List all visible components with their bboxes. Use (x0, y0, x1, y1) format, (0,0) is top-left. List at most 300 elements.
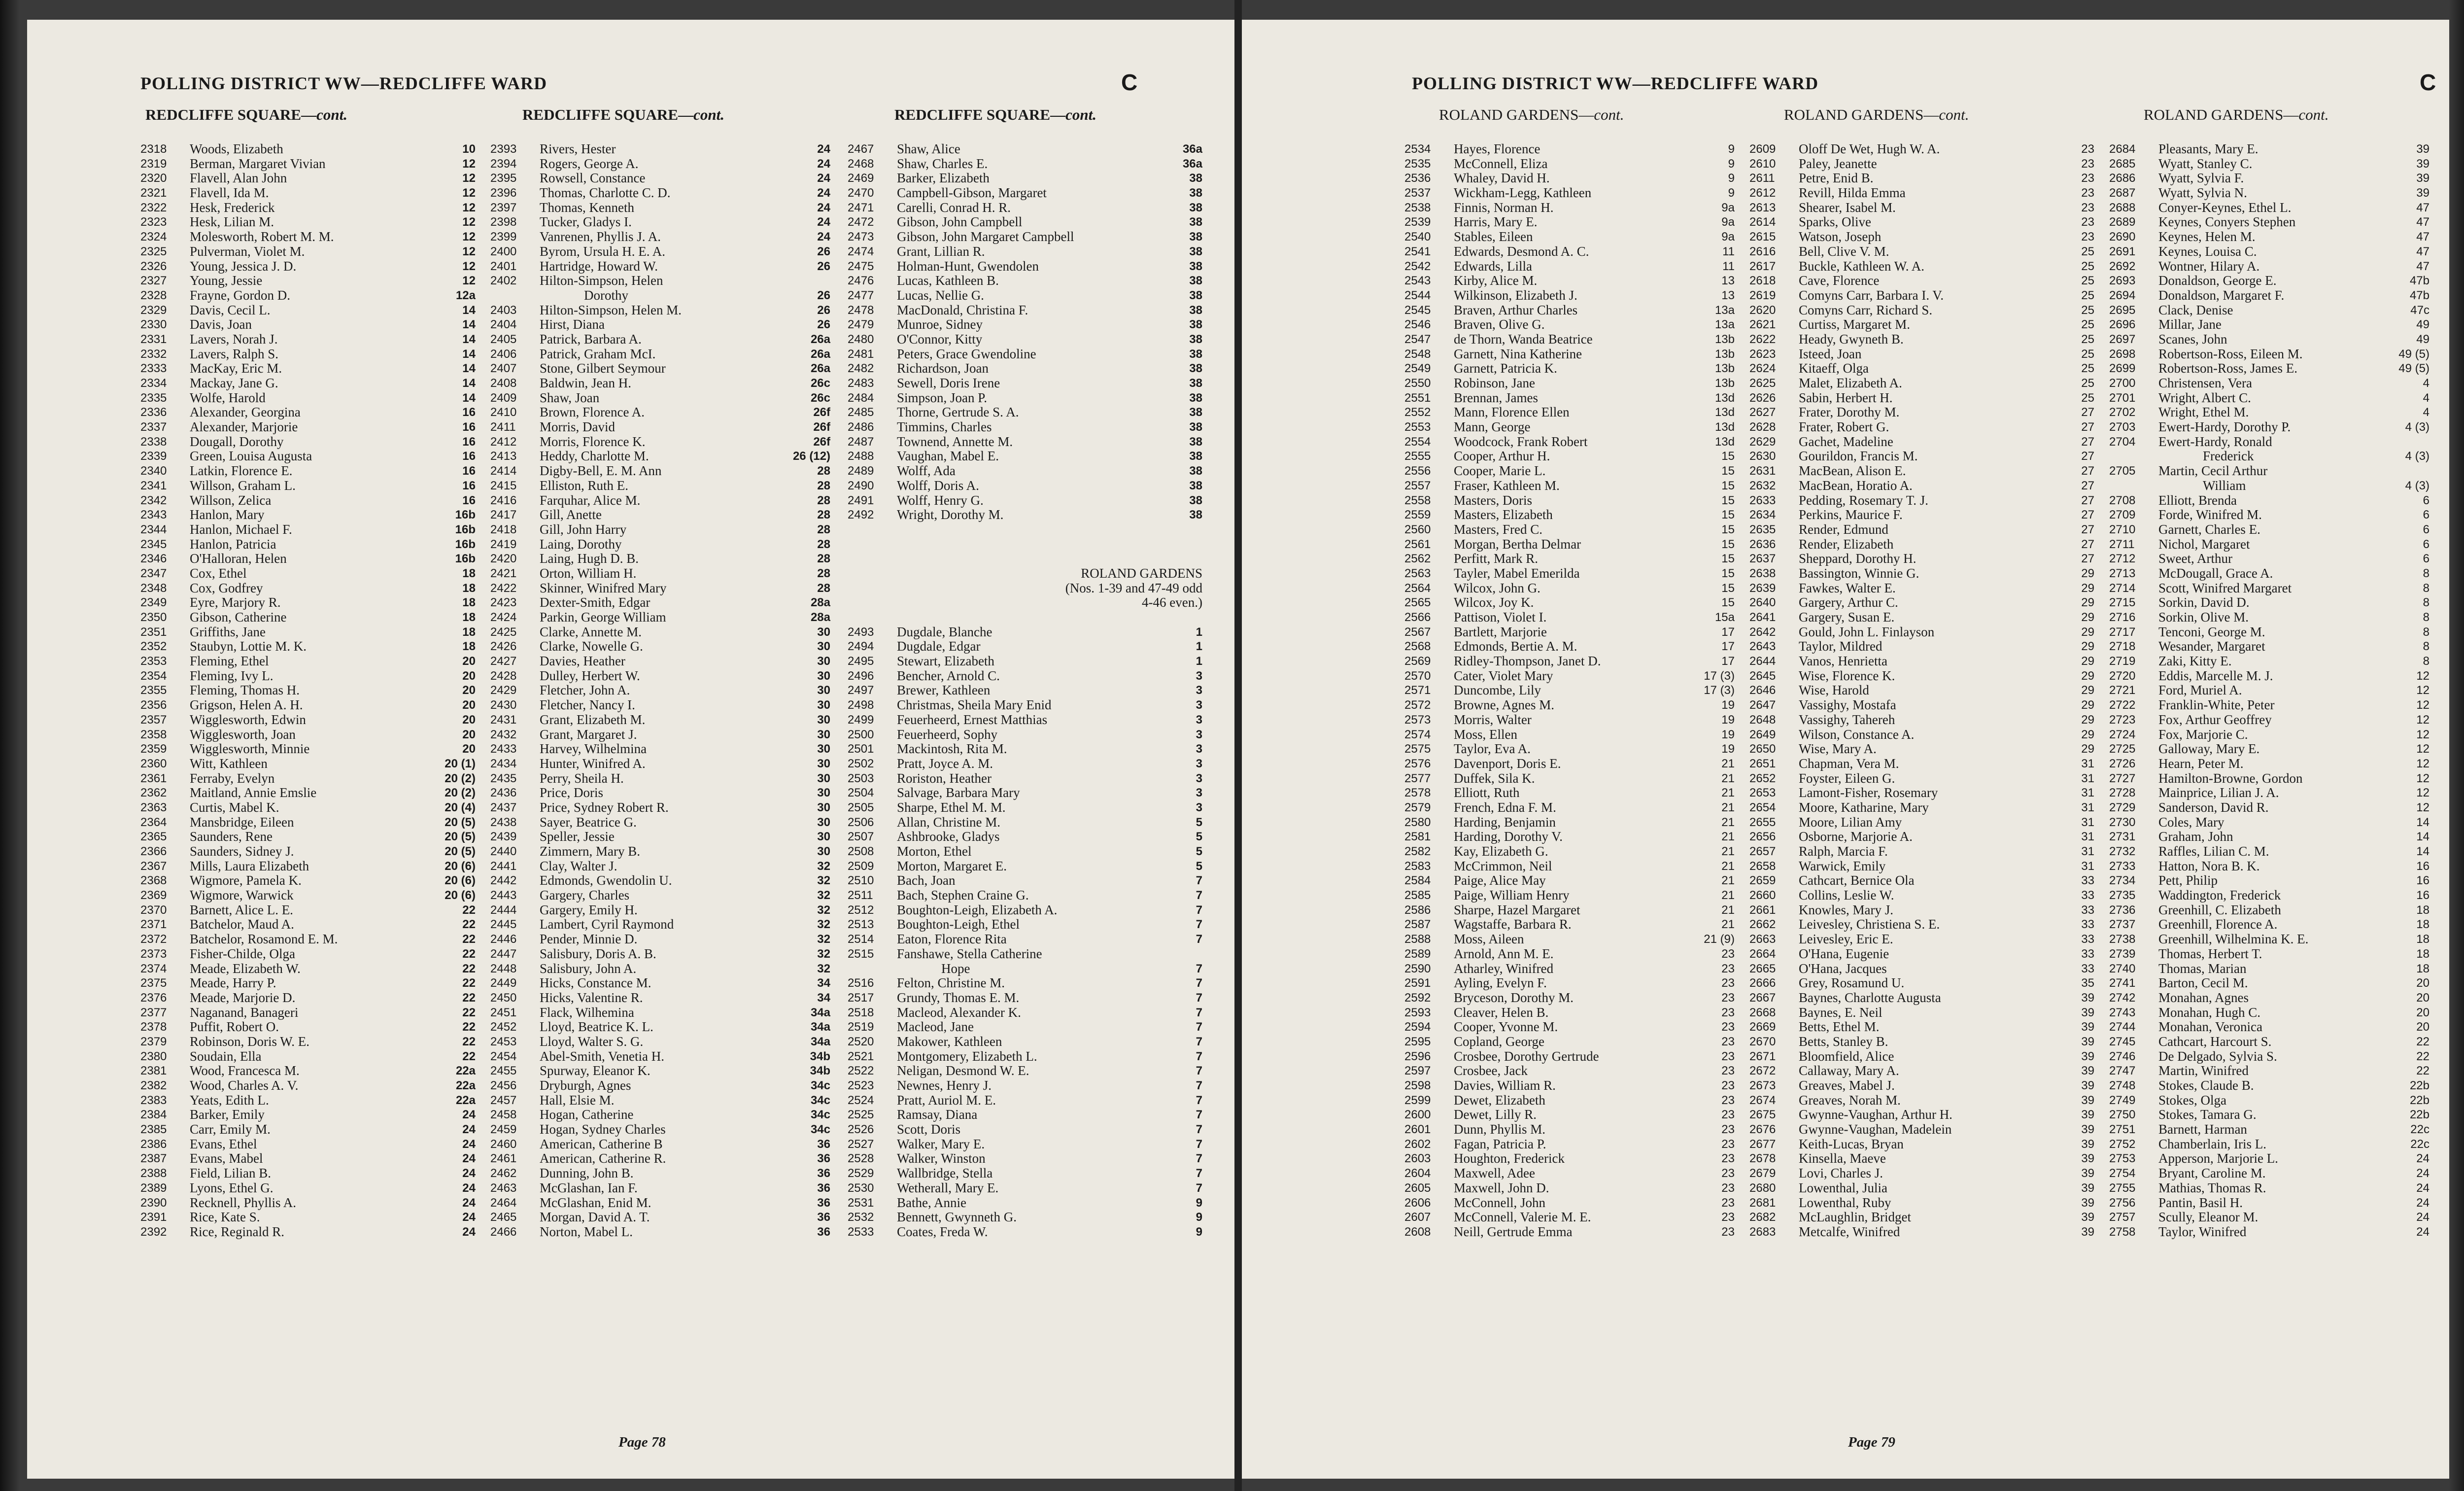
elector-name: Wickham-Legg, Kathleen (1454, 185, 1592, 201)
elector-name: Robertson-Ross, Eileen M. (2158, 346, 2303, 361)
elector-entry (1404, 595, 1735, 610)
elector-name: Gargery, Charles (540, 888, 630, 903)
elector-number: 2356 (140, 698, 167, 712)
elector-number: 2333 (140, 362, 167, 376)
elector-name: Cave, Florence (1799, 273, 1880, 288)
elector-entry (1404, 1181, 1735, 1196)
house-number: 30 (817, 815, 830, 829)
house-number: 33 (2081, 874, 2094, 888)
elector-column (490, 142, 830, 1240)
elector-number: 2445 (490, 918, 517, 932)
house-number: 30 (817, 800, 830, 814)
elector-name: Rice, Reginald R. (190, 1224, 284, 1239)
elector-name: Robinson, Jane (1454, 376, 1535, 390)
elector-entry (848, 888, 1202, 903)
elector-name: Tenconi, George M. (2158, 624, 2265, 639)
house-number: 49 (2416, 318, 2430, 332)
elector-name: O'Connor, Kitty (897, 331, 983, 347)
house-number: 21 (1721, 757, 1735, 770)
house-number: 33 (2081, 962, 2094, 975)
elector-name: Wilson, Constance A. (1799, 727, 1915, 742)
house-number: 47c (2410, 303, 2430, 317)
elector-entry (1749, 1078, 2094, 1093)
elector-entry (2109, 244, 2430, 259)
elector-number: 2532 (848, 1211, 874, 1224)
elector-name: Frater, Dorothy M. (1799, 405, 1900, 420)
elector-number: 2666 (1749, 976, 1776, 990)
elector-number: 2573 (1404, 713, 1431, 727)
house-number: 23 (1721, 1006, 1735, 1019)
elector-number: 2732 (2109, 845, 2136, 858)
elector-number: 2579 (1404, 800, 1431, 814)
elector-name: Masters, Doris (1454, 492, 1532, 508)
elector-name: Lucas, Nellie G. (897, 287, 984, 303)
elector-number: 2698 (2109, 347, 2136, 361)
house-number: 22c (2410, 1137, 2430, 1151)
elector-number: 2476 (848, 274, 874, 288)
house-number: 33 (2081, 889, 2094, 902)
elector-entry (490, 449, 830, 464)
elector-entry (140, 1225, 476, 1240)
house-number: 38 (1189, 406, 1202, 419)
elector-entry (2109, 859, 2430, 874)
elector-entry (140, 522, 476, 537)
house-number: 19 (1721, 728, 1735, 741)
house-number: 8 (2423, 655, 2430, 668)
elector-entry (1749, 917, 2094, 932)
elector-entry (490, 683, 830, 698)
elector-name: Hirst, Diana (540, 317, 605, 332)
house-number: 25 (2081, 318, 2094, 332)
elector-number: 2569 (1404, 655, 1431, 668)
house-number: 12 (462, 244, 476, 258)
house-number: 20 (462, 742, 476, 756)
house-number: 18 (462, 596, 476, 610)
elector-name: Meade, Harry P. (190, 975, 276, 991)
elector-name: Lloyd, Walter S. G. (540, 1034, 644, 1049)
elector-entry (1749, 230, 2094, 244)
house-number: 26 (12) (792, 450, 830, 463)
elector-entry (490, 332, 830, 347)
house-number: 32 (817, 889, 830, 902)
elector-number: 2720 (2109, 669, 2136, 683)
house-number: 3 (1196, 684, 1202, 697)
house-number: 15 (1721, 479, 1735, 492)
house-number: 38 (1189, 186, 1202, 200)
house-number: 23 (1721, 1137, 1735, 1151)
elector-number: 2560 (1404, 522, 1431, 536)
elector-number: 2458 (490, 1108, 517, 1122)
house-number: 18 (462, 566, 476, 580)
house-number: 22 (462, 947, 476, 961)
house-number: 25 (2081, 288, 2094, 302)
elector-number: 2425 (490, 625, 517, 639)
elector-entry (1749, 800, 2094, 815)
elector-name: Laing, Hugh D. B. (540, 551, 639, 566)
elector-number: 2335 (140, 391, 167, 405)
elector-entry (490, 1210, 830, 1225)
house-number: 22 (2416, 1064, 2430, 1078)
elector-entry (140, 639, 476, 654)
elector-entry (1404, 391, 1735, 406)
house-number: 26f (813, 435, 830, 449)
house-number: 35 (2081, 976, 2094, 990)
elector-entry (490, 859, 830, 874)
elector-name: Montgomery, Elizabeth L. (897, 1048, 1037, 1064)
elector-name: Keynes, Louisa C. (2158, 243, 2257, 259)
house-number: 12 (2416, 669, 2430, 683)
elector-entry (140, 962, 476, 976)
elector-name: Vassighy, Tahereh (1799, 712, 1895, 727)
elector-entry (848, 1181, 1202, 1196)
elector-number: 2606 (1404, 1196, 1431, 1210)
elector-name: Byrom, Ursula H. E. A. (540, 243, 665, 259)
elector-number: 2324 (140, 230, 167, 244)
elector-name: Wontner, Hilary A. (2158, 258, 2260, 274)
elector-entry (1404, 581, 1735, 596)
elector-entry (1404, 493, 1735, 508)
house-number: 23 (2081, 215, 2094, 229)
house-number: 38 (1189, 362, 1202, 376)
elector-name: Comyns Carr, Richard S. (1799, 302, 1933, 317)
house-number: 49 (5) (2398, 347, 2430, 361)
elector-name: Ferraby, Evelyn (190, 770, 275, 786)
elector-number: 2497 (848, 684, 874, 697)
elector-number: 2374 (140, 962, 167, 975)
elector-number: 2656 (1749, 830, 1776, 844)
elector-entry (140, 683, 476, 698)
column-heading (1784, 106, 1969, 124)
elector-name: Morris, Walter (1454, 712, 1532, 727)
elector-number: 2563 (1404, 566, 1431, 580)
elector-name: Gargery, Susan E. (1799, 610, 1895, 624)
elector-number: 2479 (848, 318, 874, 332)
elector-entry (848, 728, 1202, 742)
elector-number: 2380 (140, 1049, 167, 1063)
elector-number: 2567 (1404, 625, 1431, 639)
elector-name: Berman, Margaret Vivian (190, 156, 326, 171)
house-number: 32 (817, 933, 830, 946)
elector-entry (140, 1035, 476, 1049)
elector-name: Foyster, Eileen G. (1799, 770, 1895, 786)
house-number: 22 (462, 1035, 476, 1048)
elector-entry (2109, 449, 2430, 464)
elector-number: 2465 (490, 1211, 517, 1224)
elector-name: Bloomfield, Alice (1799, 1048, 1894, 1064)
elector-name: Warwick, Emily (1799, 858, 1886, 873)
elector-number: 2622 (1749, 332, 1776, 346)
elector-name: Scott, Doris (897, 1122, 961, 1137)
elector-number: 2322 (140, 201, 167, 214)
house-number: 29 (2081, 698, 2094, 712)
elector-number: 2462 (490, 1167, 517, 1180)
elector-entry (1749, 1151, 2094, 1166)
house-number: 27 (2081, 493, 2094, 507)
elector-entry (1749, 698, 2094, 713)
elector-name: Revill, Hilda Emma (1799, 185, 1906, 201)
elector-name: Davies, Heather (540, 654, 625, 669)
elector-number: 2453 (490, 1035, 517, 1048)
elector-entry (1404, 1006, 1735, 1020)
house-number: 24 (817, 142, 830, 156)
elector-number: 2723 (2109, 713, 2136, 727)
elector-name: Houghton, Frederick (1454, 1151, 1565, 1166)
elector-number: 2392 (140, 1225, 167, 1239)
elector-entry (1749, 991, 2094, 1006)
elector-number: 2562 (1404, 552, 1431, 566)
elector-name: Millar, Jane (2158, 317, 2222, 332)
elector-entry (2109, 508, 2430, 522)
elector-entry (2109, 186, 2430, 201)
elector-name: Neligan, Desmond W. E. (897, 1063, 1029, 1078)
elector-name: Braven, Olive G. (1454, 317, 1545, 332)
elector-name: Elliott, Ruth (1454, 785, 1520, 800)
elector-entry (2109, 479, 2430, 493)
elector-number: 2700 (2109, 377, 2136, 390)
house-number: 39 (2416, 157, 2430, 171)
house-number: 16 (462, 464, 476, 478)
elector-entry (490, 625, 830, 640)
elector-name: Christmas, Sheila Mary Enid (897, 697, 1052, 713)
elector-name: Davies, William R. (1454, 1078, 1556, 1093)
elector-number: 2371 (140, 918, 167, 932)
elector-entry (848, 873, 1202, 888)
elector-name: Edmonds, Gwendolin U. (540, 873, 672, 888)
house-number: 7 (1196, 1020, 1202, 1034)
house-number: 4 (3) (2405, 479, 2430, 492)
house-number: 15 (1721, 522, 1735, 536)
elector-name: Christensen, Vera (2158, 376, 2252, 390)
elector-number: 2704 (2109, 435, 2136, 449)
house-number: 47 (2416, 230, 2430, 244)
elector-name: Leivesley, Christiena S. E. (1799, 917, 1940, 932)
elector-name: Wilcox, Joy K. (1454, 595, 1534, 610)
elector-entry (1749, 1181, 2094, 1196)
elector-name: Harvey, Wilhelmina (540, 741, 647, 757)
elector-number: 2443 (490, 889, 517, 902)
elector-number: 2694 (2109, 288, 2136, 302)
house-number: 29 (2081, 611, 2094, 624)
house-number: 28 (817, 522, 830, 536)
elector-name: Dougall, Dorothy (190, 434, 284, 449)
house-number: 39 (2081, 1079, 2094, 1092)
elector-number: 2584 (1404, 874, 1431, 888)
elector-entry (1749, 1049, 2094, 1064)
elector-number: 2503 (848, 771, 874, 785)
elector-name: Gwynne-Vaughan, Arthur H. (1799, 1107, 1952, 1122)
elector-number: 2703 (2109, 420, 2136, 434)
elector-entry (1404, 991, 1735, 1006)
elector-name: Bryant, Caroline M. (2158, 1166, 2266, 1181)
elector-number: 2525 (848, 1108, 874, 1122)
elector-name: Lovi, Charles J. (1799, 1166, 1883, 1181)
elector-entry (848, 1093, 1202, 1108)
elector-name: Peters, Grace Gwendoline (897, 346, 1036, 361)
elector-name: Hicks, Constance M. (540, 975, 651, 991)
elector-number: 2671 (1749, 1049, 1776, 1063)
elector-entry (2109, 464, 2430, 479)
elector-entry (1404, 713, 1735, 728)
elector-number: 2664 (1749, 947, 1776, 961)
elector-entry (490, 142, 830, 157)
house-number: 26 (817, 303, 830, 317)
house-number: 21 (1721, 830, 1735, 844)
elector-number: 2653 (1749, 786, 1776, 800)
elector-entry (1404, 288, 1735, 303)
house-number: 29 (2081, 713, 2094, 727)
house-number: 20 (1) (445, 757, 476, 770)
house-number: 38 (1189, 230, 1202, 244)
elector-entry (1749, 742, 2094, 757)
elector-entry (848, 625, 1202, 640)
elector-name: Evans, Mabel (190, 1151, 263, 1166)
elector-entry (490, 903, 830, 918)
elector-entry (1404, 859, 1735, 874)
house-number: 29 (2081, 655, 2094, 668)
elector-entry (490, 1166, 830, 1181)
house-number: 16 (462, 420, 476, 434)
elector-number: 2548 (1404, 347, 1431, 361)
house-number: 39 (2081, 1049, 2094, 1063)
elector-name: Hearn, Peter M. (2158, 756, 2244, 771)
elector-entry (848, 1035, 1202, 1049)
house-number: 28 (817, 479, 830, 492)
house-number: 17 (1721, 625, 1735, 639)
elector-entry (1404, 317, 1735, 332)
elector-entry (140, 873, 476, 888)
elector-number: 2744 (2109, 1020, 2136, 1034)
elector-number: 2369 (140, 889, 167, 902)
elector-number: 2699 (2109, 362, 2136, 376)
house-number: 33 (2081, 918, 2094, 932)
elector-name: Wesander, Margaret (2158, 639, 2265, 654)
elector-name: Bach, Joan (897, 873, 956, 888)
elector-entry (2109, 917, 2430, 932)
elector-entry (140, 698, 476, 713)
elector-number: 2378 (140, 1020, 167, 1034)
house-number: 23 (2081, 201, 2094, 214)
house-number: 14 (462, 391, 476, 405)
house-number: 24 (817, 186, 830, 200)
house-number: 14 (462, 377, 476, 390)
elector-entry (140, 1137, 476, 1152)
elector-number: 2540 (1404, 230, 1431, 244)
elector-entry (1749, 303, 2094, 318)
elector-name: Kinsella, Maeve (1799, 1151, 1886, 1166)
elector-number: 2504 (848, 786, 874, 800)
elector-number: 2585 (1404, 889, 1431, 902)
elector-name: Hope (941, 961, 970, 976)
house-number: 18 (2416, 962, 2430, 975)
house-number: 22c (2410, 1123, 2430, 1137)
elector-name: Wise, Harold (1799, 683, 1869, 698)
elector-number: 2506 (848, 815, 874, 829)
elector-entry (1404, 347, 1735, 362)
elector-name: Pratt, Joyce A. M. (897, 756, 993, 771)
elector-name: Cox, Ethel (190, 565, 247, 581)
house-number: 26 (817, 288, 830, 302)
elector-entry (1749, 1137, 2094, 1152)
elector-number: 2737 (2109, 918, 2136, 932)
elector-entry (1404, 230, 1735, 244)
elector-entry (490, 728, 830, 742)
elector-number: 2627 (1749, 406, 1776, 419)
elector-entry (1749, 873, 2094, 888)
elector-entry (848, 405, 1202, 420)
house-number: 36 (817, 1137, 830, 1151)
elector-number: 2496 (848, 669, 874, 683)
elector-number: 2390 (140, 1196, 167, 1210)
elector-number: 2478 (848, 303, 874, 317)
house-number: 24 (462, 1167, 476, 1180)
house-number: 31 (2081, 830, 2094, 844)
elector-name: McConnell, Valerie M. E. (1454, 1210, 1591, 1225)
elector-entry (140, 1108, 476, 1122)
elector-entry (1749, 581, 2094, 596)
elector-column (1404, 142, 1735, 1240)
elector-number: 2550 (1404, 377, 1431, 390)
house-number: 7 (1196, 1006, 1202, 1019)
elector-entry (1749, 830, 2094, 844)
elector-name: Macleod, Alexander K. (897, 1005, 1021, 1020)
elector-name: Wolff, Doris A. (897, 478, 979, 493)
elector-number: 2727 (2109, 771, 2136, 785)
elector-number: 2515 (848, 947, 874, 961)
house-number: 49 (2416, 332, 2430, 346)
elector-entry (848, 449, 1202, 464)
elector-number: 2574 (1404, 728, 1431, 741)
elector-number: 2695 (2109, 303, 2136, 317)
house-number: 18 (462, 581, 476, 595)
elector-name: Edwards, Desmond A. C. (1454, 243, 1589, 259)
elector-name: Watson, Joseph (1799, 229, 1882, 244)
house-number: 7 (1196, 962, 1202, 975)
elector-name: Tayler, Mabel Emerilda (1454, 565, 1580, 581)
elector-entry (140, 142, 476, 157)
elector-entry (1404, 405, 1735, 420)
elector-number: 2559 (1404, 508, 1431, 522)
elector-number: 2388 (140, 1167, 167, 1180)
elector-number: 2460 (490, 1137, 517, 1151)
elector-name: Feuerheerd, Sophy (897, 727, 997, 742)
elector-number: 2318 (140, 142, 167, 156)
elector-name: Sabin, Herbert H. (1799, 390, 1893, 405)
house-number: 12 (462, 230, 476, 244)
elector-number: 2740 (2109, 962, 2136, 975)
house-number: 24 (817, 201, 830, 214)
elector-name: Roriston, Heather (897, 770, 992, 786)
elector-number: 2551 (1404, 391, 1431, 405)
elector-name: Martin, Winifred (2158, 1063, 2249, 1078)
elector-number: 2526 (848, 1123, 874, 1137)
elector-name: Pleasants, Mary E. (2158, 141, 2259, 156)
elector-name: Hartridge, Howard W. (540, 258, 658, 274)
elector-number: 2709 (2109, 508, 2136, 522)
house-number: 20 (4) (445, 800, 476, 814)
elector-number: 2329 (140, 303, 167, 317)
elector-name: Hilton-Simpson, Helen M. (540, 302, 682, 317)
elector-entry (848, 215, 1202, 230)
elector-name: Baynes, E. Neil (1799, 1005, 1882, 1020)
house-number: 36 (817, 1211, 830, 1224)
elector-number: 2473 (848, 230, 874, 244)
elector-number: 2382 (140, 1079, 167, 1092)
house-number: 20 (2) (445, 786, 476, 800)
elector-name: Davenport, Doris E. (1454, 756, 1561, 771)
house-number: 31 (2081, 800, 2094, 814)
house-number: 24 (462, 1181, 476, 1195)
house-number: 14 (2416, 830, 2430, 844)
